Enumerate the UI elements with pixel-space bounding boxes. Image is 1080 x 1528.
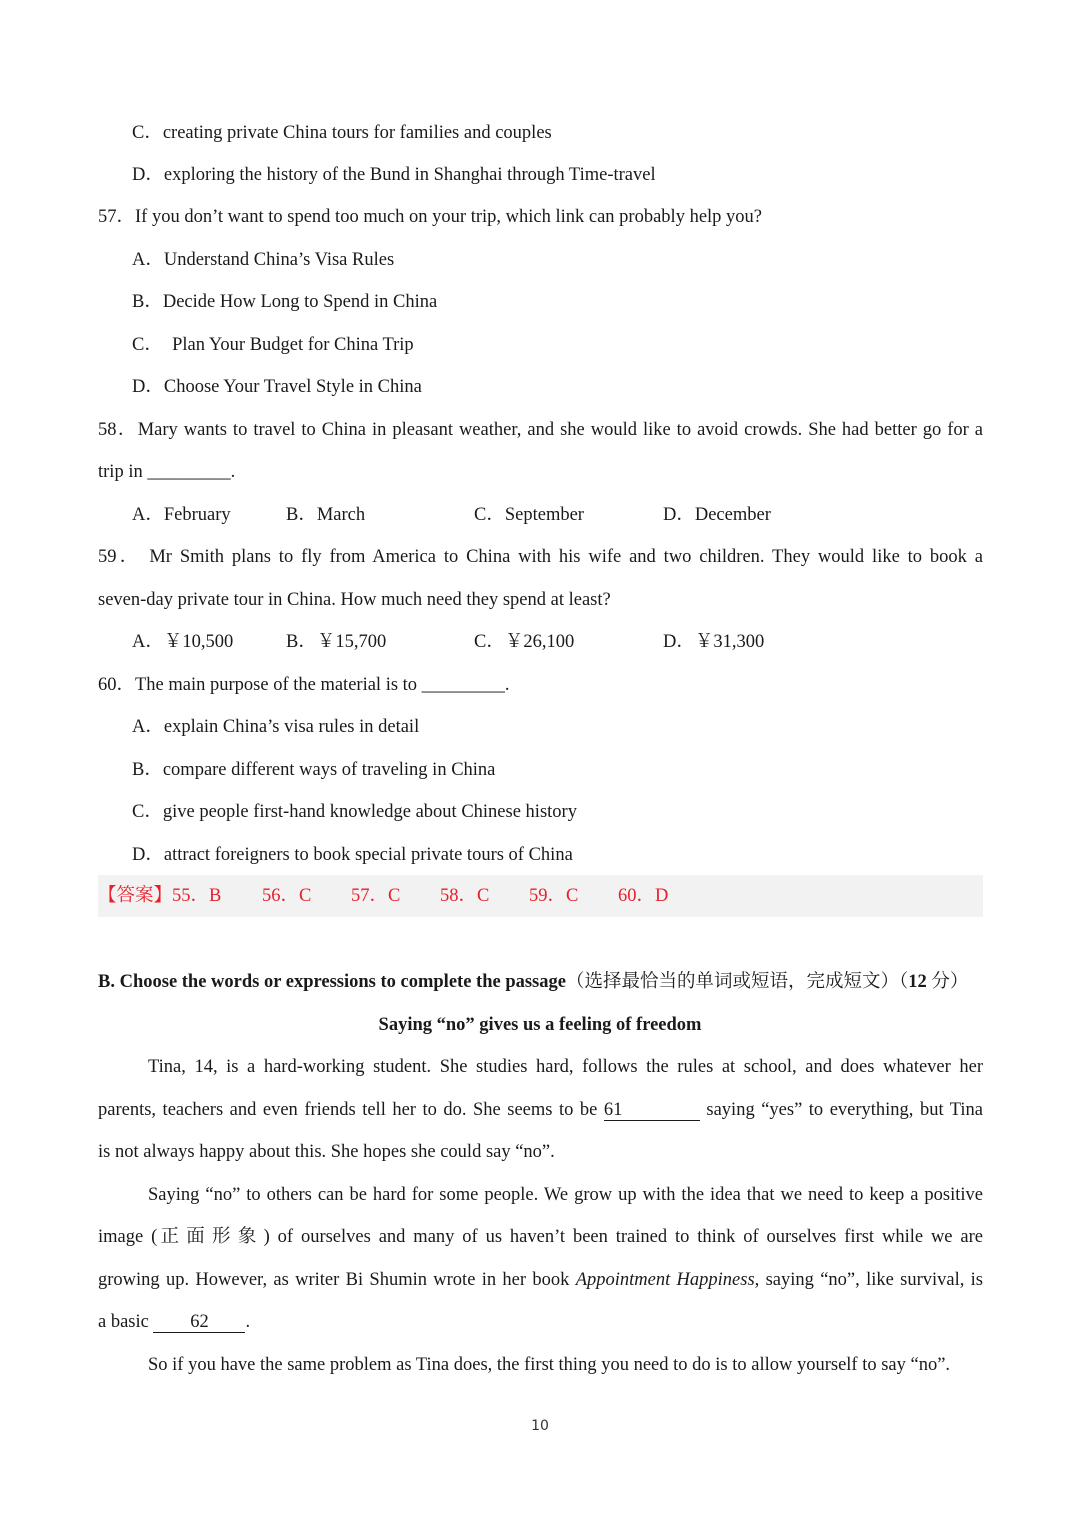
section-b-heading (98, 970, 968, 994)
q58-stem-cont: trip in _________. (98, 462, 236, 482)
answer-58: 58．C (440, 886, 490, 906)
p2-line2-a: image ( (98, 1227, 158, 1247)
q58-option-c: C．September (474, 505, 584, 525)
q56-option-c: C．creating private China tours for families and couples (132, 123, 552, 143)
p1-line2-a: parents, teachers and even friends tell her to do. She seems to be (98, 1100, 598, 1120)
p2-line4-a: a basic (98, 1312, 149, 1332)
q58-option-d: D．December (663, 505, 771, 525)
q59-stem-cont: seven-day private tour in China. How much need they spend at least? (98, 590, 611, 610)
q59-option-b: B．￥15,700 (286, 632, 387, 652)
answer-59: 59．C (529, 886, 579, 906)
q59-option-a: A．￥10,500 (132, 632, 234, 652)
p3-line1: So if you have the same problem as Tina does, the first thing you need to do is to allow yourself to say “no”. (148, 1355, 951, 1375)
p2-line2-cn: 正面形象 (157, 1226, 264, 1247)
q57-option-d: D．Choose Your Travel Style in China (132, 377, 422, 397)
blank-62: 62 (153, 1312, 245, 1333)
section-b-heading-cn: （选择最恰当的单词或短语，完成短文）（ (565, 972, 909, 992)
answer-56: 56．C (262, 886, 312, 906)
p2-line2-b: ) of ourselves and many of us haven’t been trained to think of ourselves first while we are (263, 1227, 983, 1247)
q58-option-a: A．February (132, 505, 231, 525)
answer-key (98, 875, 983, 917)
p2-line4 (98, 1310, 250, 1334)
blank-61: 61 (604, 1100, 700, 1121)
q57-option-b: B．Decide How Long to Spend in China (132, 292, 438, 312)
answer-57: 57．C (351, 886, 401, 906)
q59-stem: 59． Mr Smith plans to fly from America to China with his wife and two children. They would like to book a (98, 547, 983, 567)
page-number: 10 (531, 1418, 549, 1434)
q59-option-d: D．￥31,300 (663, 632, 765, 652)
section-b-score: 12 (908, 972, 927, 992)
p1-line3: is not always happy about this. She hopes she could say “no”. (98, 1142, 555, 1162)
book-title: Appointment Happiness (575, 1270, 755, 1290)
p2-line3 (98, 1268, 983, 1292)
q60-option-b: B．compare different ways of traveling in China (132, 760, 496, 780)
q58-stem: 58．Mary wants to travel to China in pleasant weather, and she would like to avoid crowds. She had better go for a (98, 420, 983, 440)
q57-option-c: C． Plan Your Budget for China Trip (132, 335, 414, 355)
p2-line2 (98, 1225, 983, 1249)
p1-line2 (98, 1098, 983, 1122)
q57-option-a: A．Understand China’s Visa Rules (132, 250, 395, 270)
passage-title: Saying “no” gives us a feeling of freedom (378, 1015, 702, 1035)
q56-option-d: D．exploring the history of the Bund in Shanghai through Time-travel (132, 165, 656, 185)
section-b-score-unit: 分） (926, 972, 969, 992)
q60-stem: 60．The main purpose of the material is to _________. (98, 675, 510, 695)
section-b-heading-en: B. Choose the words or expressions to complete the passage (98, 972, 566, 992)
q60-option-d: D．attract foreigners to book special private tours of China (132, 845, 573, 865)
q58-option-b: B．March (286, 505, 366, 525)
p1-line1: Tina, 14, is a hard-working student. She studies hard, follows the rules at school, and does whatever her (148, 1057, 983, 1077)
p2-line4-b: . (245, 1312, 251, 1332)
q60-option-a: A．explain China’s visa rules in detail (132, 717, 420, 737)
answer-60: 60．D (618, 886, 669, 906)
p2-line3-b: , saying “no”, like survival, is (754, 1270, 983, 1290)
p1-line2-b: saying “yes” to everything, but Tina (706, 1100, 984, 1120)
q59-option-c: C．￥26,100 (474, 632, 575, 652)
q57-stem: 57．If you don’t want to spend too much on your trip, which link can probably help you? (98, 207, 763, 227)
p2-line1: Saying “no” to others can be hard for some people. We grow up with the idea that we need to keep a positive (148, 1185, 983, 1205)
p2-line3-a: growing up. However, as writer Bi Shumin wrote in her book (98, 1270, 576, 1290)
answer-label: 【答案】55．B (98, 886, 222, 906)
q60-option-c: C．give people first-hand knowledge about Chinese history (132, 802, 577, 822)
